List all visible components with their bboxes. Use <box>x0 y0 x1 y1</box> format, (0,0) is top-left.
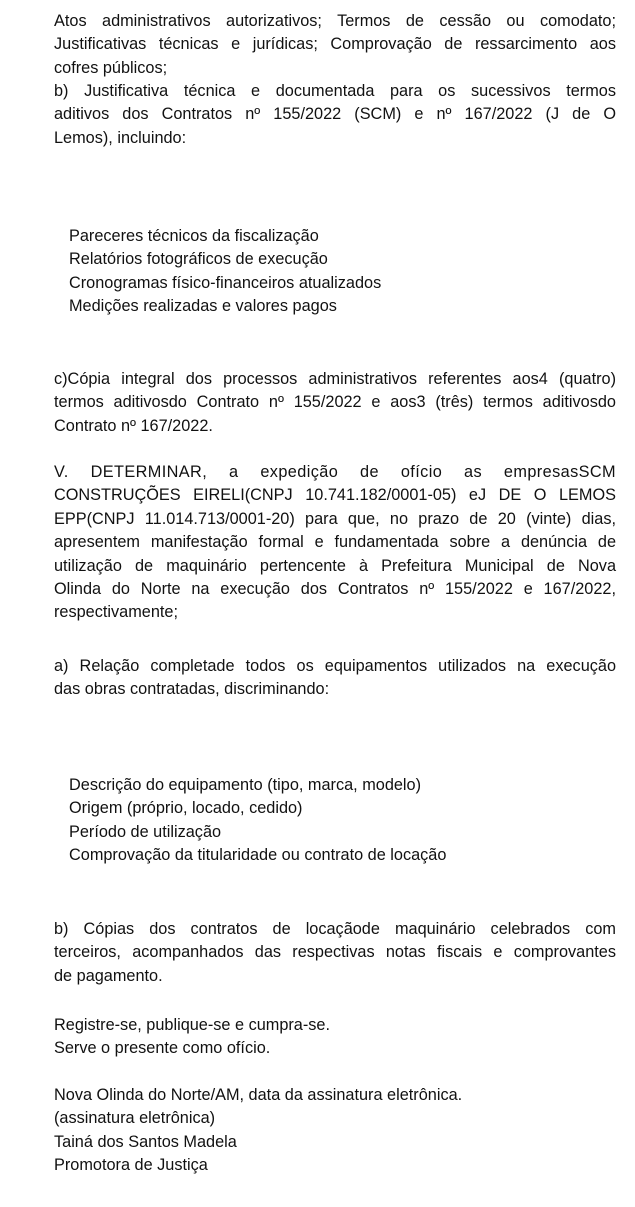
list-item: Comprovação da titularidade ou contrato de locação <box>69 846 447 865</box>
intro-paragraph <box>54 10 616 80</box>
signatory-title: Promotora de Justiça <box>54 1156 208 1175</box>
section-v-line: EPP(CNPJ 11.014.713/0001-20) para que, no prazo de 20 (vinte) dias, <box>54 509 616 528</box>
section-v-paragraph <box>54 461 616 625</box>
item-b-paragraph <box>54 80 616 150</box>
item-va-paragraph <box>54 655 616 702</box>
item-b-line: aditivos dos Contratos nº 155/2022 (SCM) e nº 167/2022 (J de O <box>54 105 616 124</box>
item-vb-line: terceiros, acompanhados das respectivas notas fiscais e comprovantes <box>54 943 616 962</box>
item-c-line: c)Cópia integral dos processos administrativos referentes aos4 (quatro) <box>54 370 616 388</box>
intro-line: cofres públicos; <box>54 58 168 77</box>
item-vb-paragraph <box>54 918 616 988</box>
section-v-line: Olinda do Norte na execução dos Contratos nº 155/2022 e 167/2022, <box>54 580 616 599</box>
list-item: Relatórios fotográficos de execução <box>69 250 328 269</box>
item-b-line: Lemos), incluindo: <box>54 128 187 147</box>
item-c-line: Contrato nº 167/2022. <box>54 416 213 435</box>
list-item: Origem (próprio, locado, cedido) <box>69 799 303 818</box>
item-c-paragraph <box>54 368 616 438</box>
section-v-line: CONSTRUÇÕES EIRELI(CNPJ 10.741.182/0001-05) eJ DE O LEMOS <box>54 486 616 505</box>
section-v-line: respectivamente; <box>54 603 178 622</box>
item-va-line: a) Relação completade todos os equipamentos utilizados na execução <box>54 657 616 675</box>
section-v-line: V. DETERMINAR, a expedição de ofício as empresasSCM <box>54 463 616 481</box>
signature-place-date: Nova Olinda do Norte/AM, data da assinatura eletrônica. <box>54 1086 463 1104</box>
item-vb-line: b) Cópias dos contratos de locaçãode maquinário celebrados com <box>54 920 616 938</box>
item-va-list <box>69 774 609 868</box>
item-vb-line: de pagamento. <box>54 966 163 985</box>
signature-block <box>54 1084 616 1178</box>
list-item: Medições realizadas e valores pagos <box>69 297 337 316</box>
item-b-line: b) Justificativa técnica e documentada para os sucessivos termos <box>54 82 616 100</box>
signature-note: (assinatura eletrônica) <box>54 1109 216 1128</box>
list-item: Descrição do equipamento (tipo, marca, modelo) <box>69 776 422 794</box>
intro-line: Justificativas técnicas e jurídicas; Comprovação de ressarcimento aos <box>54 35 616 54</box>
item-va-line: das obras contratadas, discriminando: <box>54 680 330 699</box>
section-v-line: utilização de maquinário pertencente à Prefeitura Municipal de Nova <box>54 556 616 575</box>
closing-line: Serve o presente como ofício. <box>54 1039 271 1058</box>
list-item: Pareceres técnicos da fiscalização <box>69 227 319 245</box>
signatory-name: Tainá dos Santos Madela <box>54 1132 237 1151</box>
list-item: Cronogramas físico-financeiros atualizados <box>69 273 382 292</box>
closing-block <box>54 1014 616 1061</box>
item-b-list <box>69 225 609 319</box>
intro-line: Atos administrativos autorizativos; Termos de cessão ou comodato; <box>54 12 616 30</box>
item-c-line: termos aditivosdo Contrato nº 155/2022 e aos3 (três) termos aditivosdo <box>54 393 616 412</box>
closing-line: Registre-se, publique-se e cumpra-se. <box>54 1016 331 1034</box>
list-item: Período de utilização <box>69 822 222 841</box>
section-v-line: apresentem manifestação formal e fundamentada sobre a denúncia de <box>54 533 616 552</box>
